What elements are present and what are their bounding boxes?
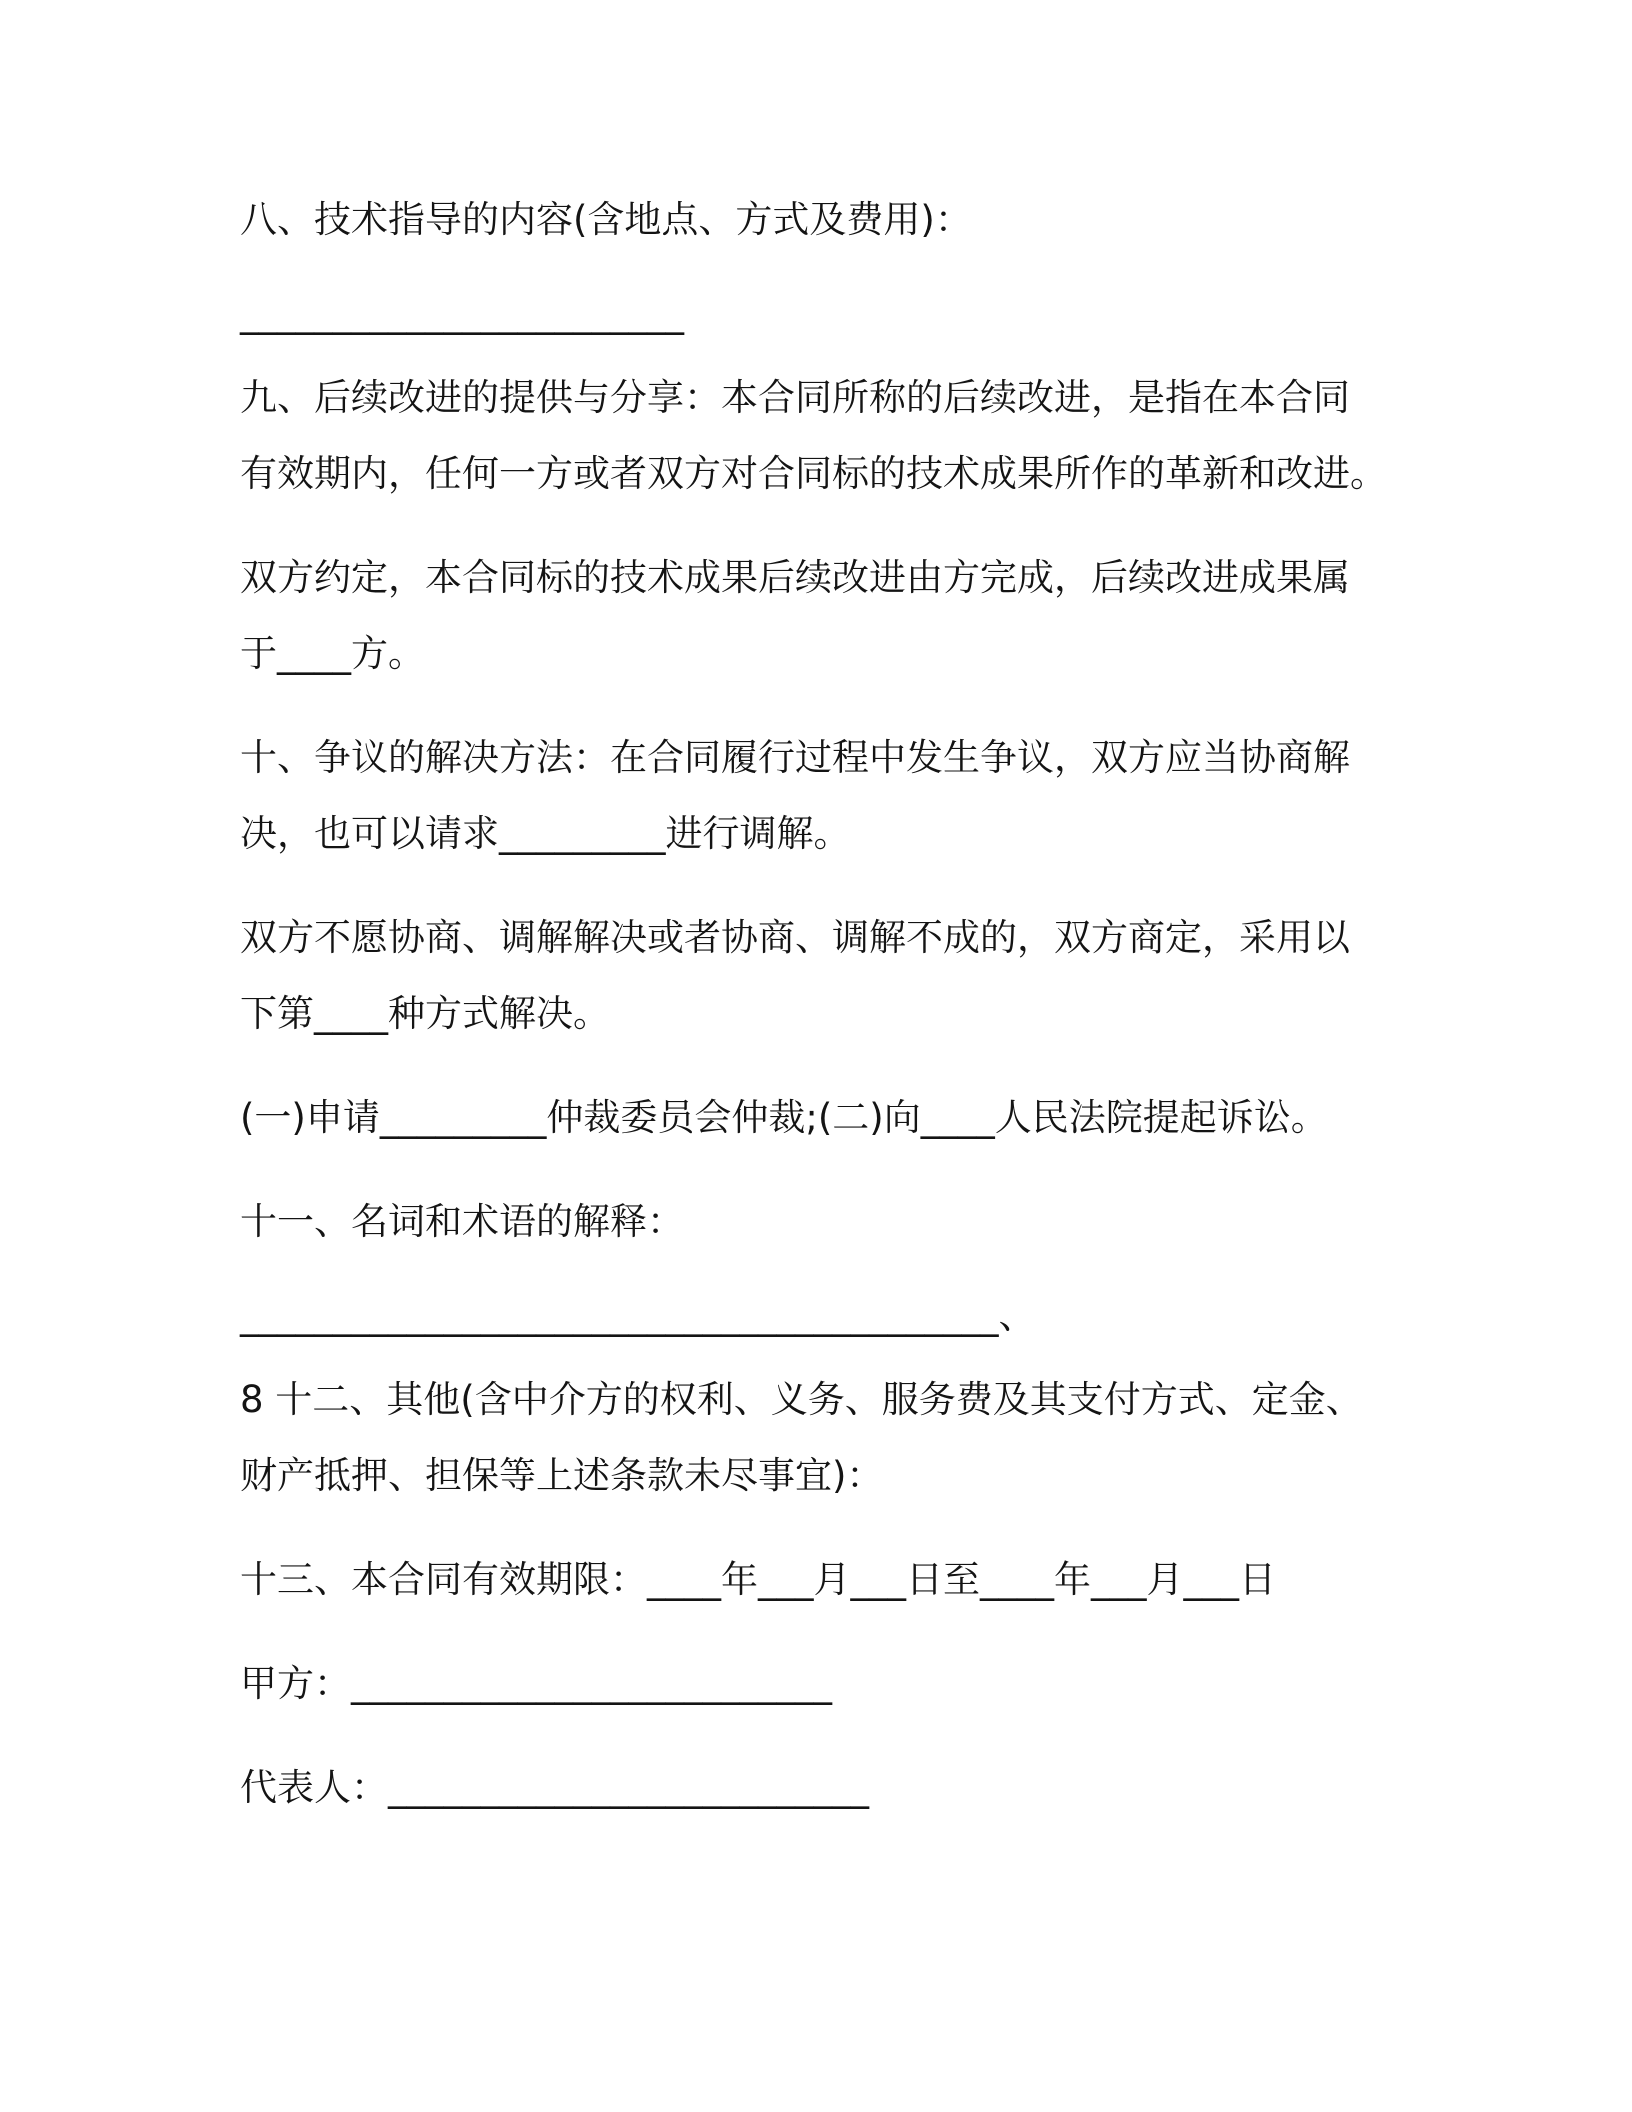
clause-9-agreement-line-1: 双方约定，本合同标的技术成果后续改进由方完成，后续改进成果属 <box>240 556 1350 599</box>
party-a-signature: 甲方：__________________________ <box>240 1662 832 1705</box>
clause-8-heading: 八、技术指导的内容(含地点、方式及费用)： <box>240 198 972 241</box>
clause-12-line-2: 财产抵押、担保等上述条款未尽事宜)： <box>240 1454 884 1497</box>
clause-9-line-1: 九、后续改进的提供与分享：本合同所称的后续改进，是指在本合同 <box>240 376 1350 419</box>
representative-signature: 代表人：__________________________ <box>240 1766 869 1809</box>
clause-9-agreement-line-2: 于____方。 <box>240 632 425 675</box>
clause-11-heading: 十一、名词和术语的解释： <box>240 1200 684 1243</box>
clause-12-line-1: 8 十二、其他(含中介方的权利、义务、服务费及其支付方式、定金、 <box>240 1378 1363 1421</box>
clause-10-line-1: 十、争议的解决方法：在合同履行过程中发生争议，双方应当协商解 <box>240 736 1350 779</box>
clause-11-blank: _________________________________________、 <box>240 1294 1036 1337</box>
clause-10-methods: (一)申请_________仲裁委员会仲裁;(二)向____人民法院提起诉讼。 <box>240 1096 1328 1139</box>
clause-9-line-2: 有效期内，任何一方或者双方对合同标的技术成果所作的革新和改进。 <box>240 452 1387 495</box>
clause-10-options-line-2: 下第____种方式解决。 <box>240 992 610 1035</box>
clause-10-line-2: 决，也可以请求_________进行调解。 <box>240 812 851 855</box>
clause-10-options-line-1: 双方不愿协商、调解解决或者协商、调解不成的，双方商定，采用以 <box>240 916 1350 959</box>
clause-13-validity: 十三、本合同有效期限：____年___月___日至____年___月___日 <box>240 1558 1276 1601</box>
clause-8-blank: ________________________ <box>240 292 684 335</box>
